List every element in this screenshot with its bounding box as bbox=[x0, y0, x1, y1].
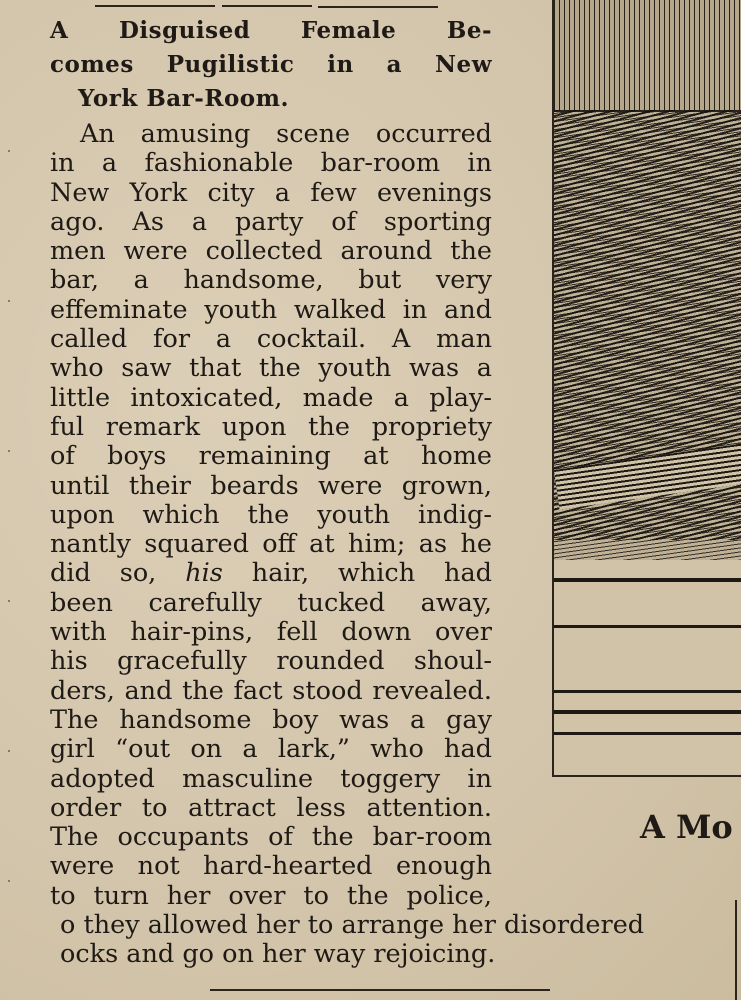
engraving-stripe bbox=[554, 732, 741, 735]
article-line: girl “out on a lark,” who had bbox=[50, 734, 492, 765]
article-line: to turn her over to the police, bbox=[50, 880, 492, 911]
article-line: little intoxicated, made a play- bbox=[50, 382, 492, 413]
article-line: in a fashionable bar-room in bbox=[50, 148, 492, 179]
article-line: ders, and the fact stood revealed. bbox=[50, 675, 492, 706]
engraving-illustration bbox=[552, 0, 741, 777]
bottom-rule bbox=[210, 989, 550, 991]
article-line: called for a cocktail. A man bbox=[50, 324, 492, 355]
article-line: order to attract less attention. bbox=[50, 792, 492, 823]
article-line: his gracefully rounded shoul- bbox=[50, 646, 492, 677]
headline-line: A Disguised Female Be- bbox=[50, 17, 492, 44]
article-line: ful remark upon the propriety bbox=[50, 411, 492, 442]
article-line: upon which the youth indig- bbox=[50, 499, 492, 530]
article-line: ago. As a party of sporting bbox=[50, 206, 492, 237]
column-rule bbox=[735, 900, 737, 1000]
article-line: bar, a handsome, but very bbox=[50, 265, 492, 296]
article-line: of boys remaining at home bbox=[50, 441, 492, 472]
article-line: The handsome boy was a gay bbox=[50, 704, 492, 735]
engraving-building bbox=[554, 0, 741, 112]
headline-line: comes Pugilistic in a New bbox=[50, 51, 492, 78]
engraving-stripe bbox=[554, 690, 741, 693]
article-body bbox=[50, 119, 645, 970]
emphasis: his bbox=[185, 558, 223, 589]
article-line: nantly squared off at him; as he bbox=[50, 529, 492, 560]
article-line: adopted masculine toggery in bbox=[50, 763, 492, 794]
article-headline bbox=[50, 14, 492, 116]
article-line: o they allowed her to arrange her disordered bbox=[60, 910, 645, 941]
article-line: ocks and go on her way rejoicing. bbox=[60, 939, 496, 970]
engraving-stripe bbox=[554, 625, 741, 628]
article-line: did so, his hair, which had bbox=[50, 558, 492, 589]
article-line: An amusing scene occurred bbox=[80, 119, 492, 149]
engraving-caption: A Mo bbox=[640, 808, 733, 846]
article-line: who saw that the youth was a bbox=[50, 353, 492, 384]
article-line: New York city a few evenings bbox=[50, 177, 492, 208]
article-line: with hair-pins, fell down over bbox=[50, 617, 492, 648]
article-line: men were collected around the bbox=[50, 236, 492, 267]
top-rule bbox=[222, 5, 312, 7]
headline-line: York Bar-Room. bbox=[78, 85, 289, 112]
article-line: were not hard-hearted enough bbox=[50, 851, 492, 882]
margin-specks bbox=[0, 0, 20, 1000]
article-line: The occupants of the bar-room bbox=[50, 822, 492, 853]
engraving-lower bbox=[554, 560, 741, 775]
article-line: until their beards were grown, bbox=[50, 470, 492, 501]
top-rule bbox=[95, 5, 215, 7]
engraving-stripe bbox=[554, 578, 741, 582]
engraving-stripe bbox=[554, 710, 741, 714]
top-rule bbox=[318, 6, 438, 8]
article-line: been carefully tucked away, bbox=[50, 587, 492, 618]
article-line: effeminate youth walked in and bbox=[50, 294, 492, 325]
